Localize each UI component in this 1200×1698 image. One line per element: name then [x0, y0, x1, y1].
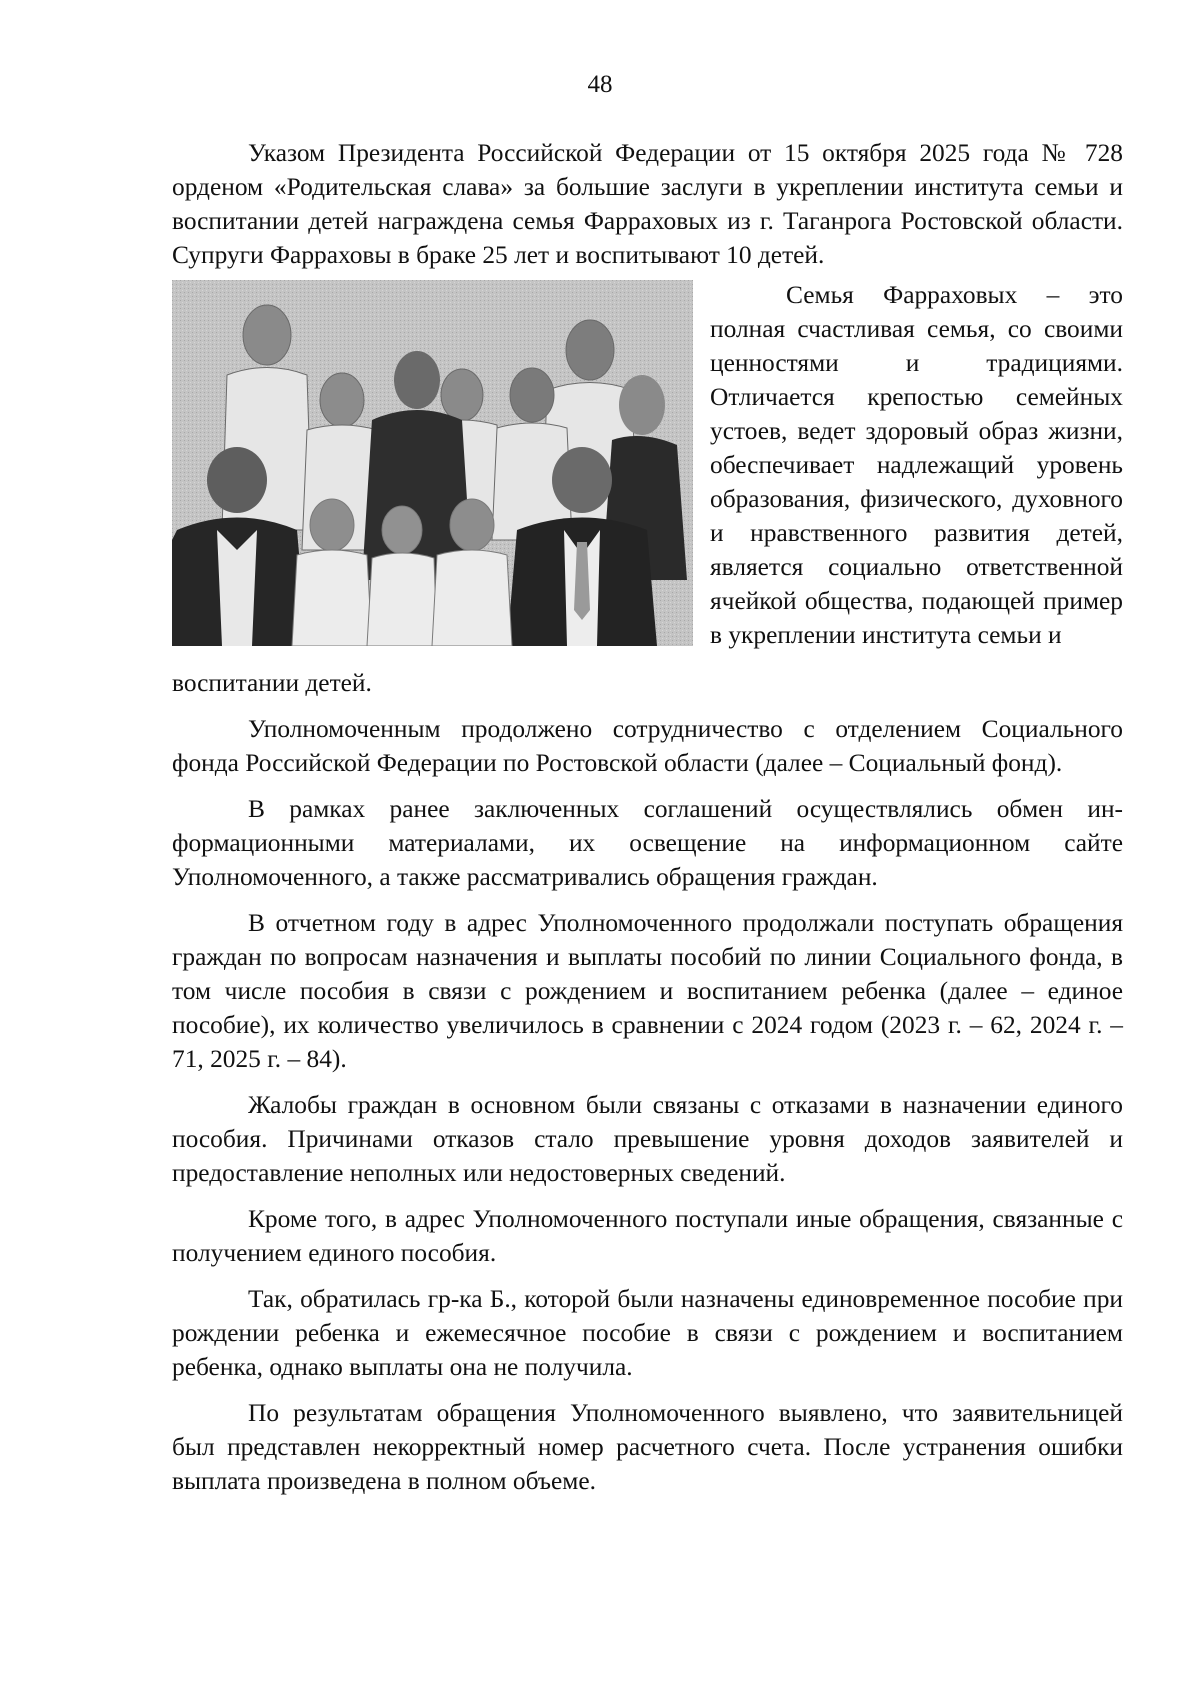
paragraph-family-description: Семья Фарраховых – это полная счастливая семья, со своими ценностями и традициями. Отличается крепостью семейных устоев, ведет здоровый образ жизни, обеспечивает надлежащий уровень образования, физического, духовного и нравственного развития детей, является социально ответственной ячейкой общества, подающей пример в укреплении института семьи и — [710, 281, 1123, 649]
page-number: 48 — [587, 71, 613, 98]
figure-with-wrapped-text — [172, 280, 1123, 656]
paragraph-other-appeals: Кроме того, в адрес Уполномоченного поступали иные обращения, связанные с получением единого пособия. — [172, 1205, 1123, 1267]
family-photo — [172, 280, 693, 646]
paragraph-case-example: Так, обратилась гр-ка Б., которой были назначены единовременное пособие при рождении ребенка и ежемесячное пособие в связи с рождением и воспитанием ребенка, однако выплаты она не получила. — [172, 1285, 1123, 1381]
paragraph-case-result: По результатам обращения Уполномоченного выявлено, что заявительницей был представлен некорректный номер расчетного счета. После устранения ошибки выплата произведена в полном объеме. — [172, 1399, 1123, 1495]
paragraph-award-decree: Указом Президента Российской Федерации от 15 октября 2025 года № 728 орденом «Родительская слава» за большие заслуги в укреплении института семьи и воспитании детей награждена семья Фарраховых из г. Таганрога Ростовской области. Супруги Фарраховы в браке 25 лет и воспитывают 10 детей. — [172, 139, 1123, 269]
paragraph-agreements: В рамках ранее заключенных соглашений осуществлялись обмен информационными материалами, их освещение на информационном сайте Уполномоченного, а также рассматривались обращения граждан. — [172, 795, 1123, 891]
paragraph-social-fund-cooperation: Уполномоченным продолжено сотрудничество с отделением Социального фонда Российской Федерации по Ростовской области (далее – Социальный фонд). — [172, 715, 1123, 777]
paragraph-complaints: Жалобы граждан в основном были связаны с отказами в назначении единого пособия. Причинами отказов стало превышение уровня доходов заявителей и предоставление неполных или недостоверных сведений. — [172, 1091, 1123, 1187]
paragraph-family-description-tail: воспитании детей. — [172, 669, 372, 697]
page-content — [172, 136, 1123, 1510]
paragraph-appeals-statistics: В отчетном году в адрес Уполномоченного продолжали поступать обращения граждан по вопросам назначения и выплаты пособий по линии Социального фонда, в том числе пособия в связи с рождением и воспитанием ребенка (далее – единое пособие), их количество увеличилось в сравнении с 2024 годом (2023 г. – 62, 2024 г. – 71, 2025 г. – 84). — [172, 909, 1123, 1073]
